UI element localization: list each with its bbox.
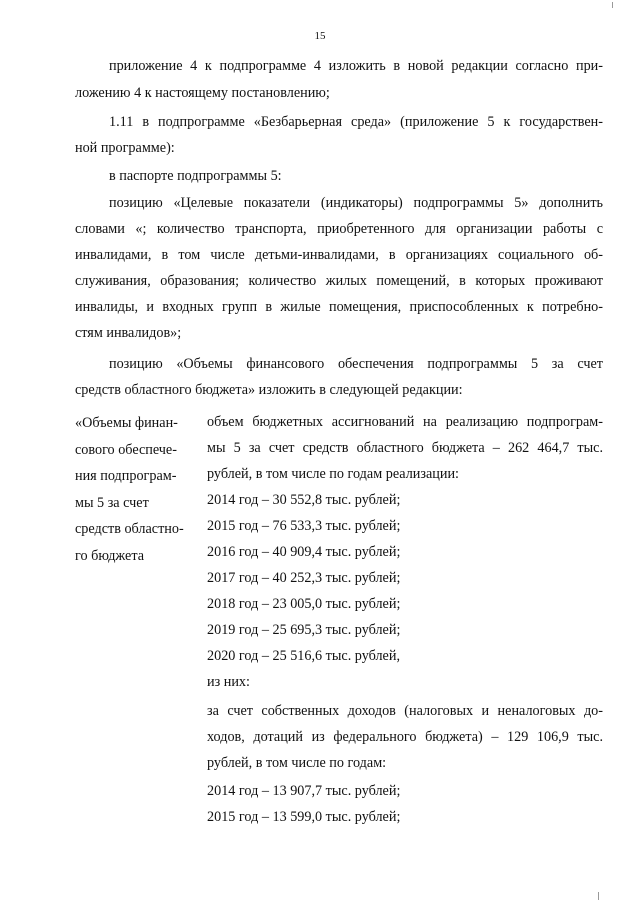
body-line: позицию «Целевые показатели (индикаторы) подпрограммы 5» дополнить <box>109 195 603 211</box>
scan-mark <box>612 2 613 8</box>
body-line: ложению 4 к настоящему постановлению; <box>75 85 330 101</box>
table-right-line: из них: <box>207 674 250 690</box>
table-right-line: 2017 год – 40 252,3 тыс. рублей; <box>207 570 401 586</box>
body-line: средств областного бюджета» изложить в следующей редакции: <box>75 382 463 398</box>
table-right-line: 2015 год – 13 599,0 тыс. рублей; <box>207 809 401 825</box>
table-left-line: средств областно- <box>75 521 184 537</box>
body-line: 1.11 в подпрограмме «Безбарьерная среда» (приложение 5 к государствен- <box>109 114 603 130</box>
scan-mark <box>598 892 599 900</box>
table-right-line: 2018 год – 23 005,0 тыс. рублей; <box>207 596 401 612</box>
table-right-line: мы 5 за счет средств областного бюджета – 262 464,7 тыс. <box>207 440 603 456</box>
table-left-line: го бюджета <box>75 547 145 564</box>
body-line: инвалидами, в том числе детьми-инвалидами, в организациях социального об- <box>75 247 603 263</box>
body-line: позицию «Объемы финансового обеспечения подпрограммы 5 за счет <box>109 356 603 372</box>
table-right-line: 2019 год – 25 695,3 тыс. рублей; <box>207 622 401 638</box>
table-left-line: ния подпрограм- <box>75 468 177 484</box>
table-right-line: рублей, в том числе по годам: <box>207 755 387 771</box>
table-right-line: 2014 год – 13 907,7 тыс. рублей; <box>207 783 401 799</box>
body-line: словами «; количество транспорта, приобретенного для организации работы с <box>75 221 603 237</box>
table-left-line: мы 5 за счет <box>75 494 149 511</box>
table-left-line: «Объемы финан- <box>75 415 178 431</box>
table-right-line: 2016 год – 40 909,4 тыс. рублей; <box>207 544 401 560</box>
body-line: стям инвалидов»; <box>75 325 182 341</box>
table-right-line: 2015 год – 76 533,3 тыс. рублей; <box>207 518 401 534</box>
body-line: инвалиды, и входных групп в жилые помещения, приспособленных к потребно- <box>75 299 603 315</box>
body-line: в паспорте подпрограммы 5: <box>109 168 282 184</box>
table-left-column <box>75 410 197 569</box>
table-right-line: рублей, в том числе по годам реализации: <box>207 466 459 482</box>
page-number: 15 <box>314 30 326 42</box>
table-right-line: за счет собственных доходов (налоговых и неналоговых до- <box>207 703 603 719</box>
table-right-line: 2014 год – 30 552,8 тыс. рублей; <box>207 492 401 508</box>
body-line: служивания, образования; количество жилых помещений, в которых проживают <box>75 273 603 289</box>
table-right-line: объем бюджетных ассигнований на реализацию подпрограм- <box>207 414 603 430</box>
body-line: приложение 4 к подпрограмме 4 изложить в новой редакции согласно при- <box>109 58 603 74</box>
table-right-line: 2020 год – 25 516,6 тыс. рублей, <box>207 648 400 664</box>
table-right-line: ходов, дотаций из федерального бюджета) – 129 106,9 тыс. <box>207 729 603 745</box>
body-line: ной программе): <box>75 140 175 156</box>
table-left-line: сового обеспече- <box>75 441 177 458</box>
